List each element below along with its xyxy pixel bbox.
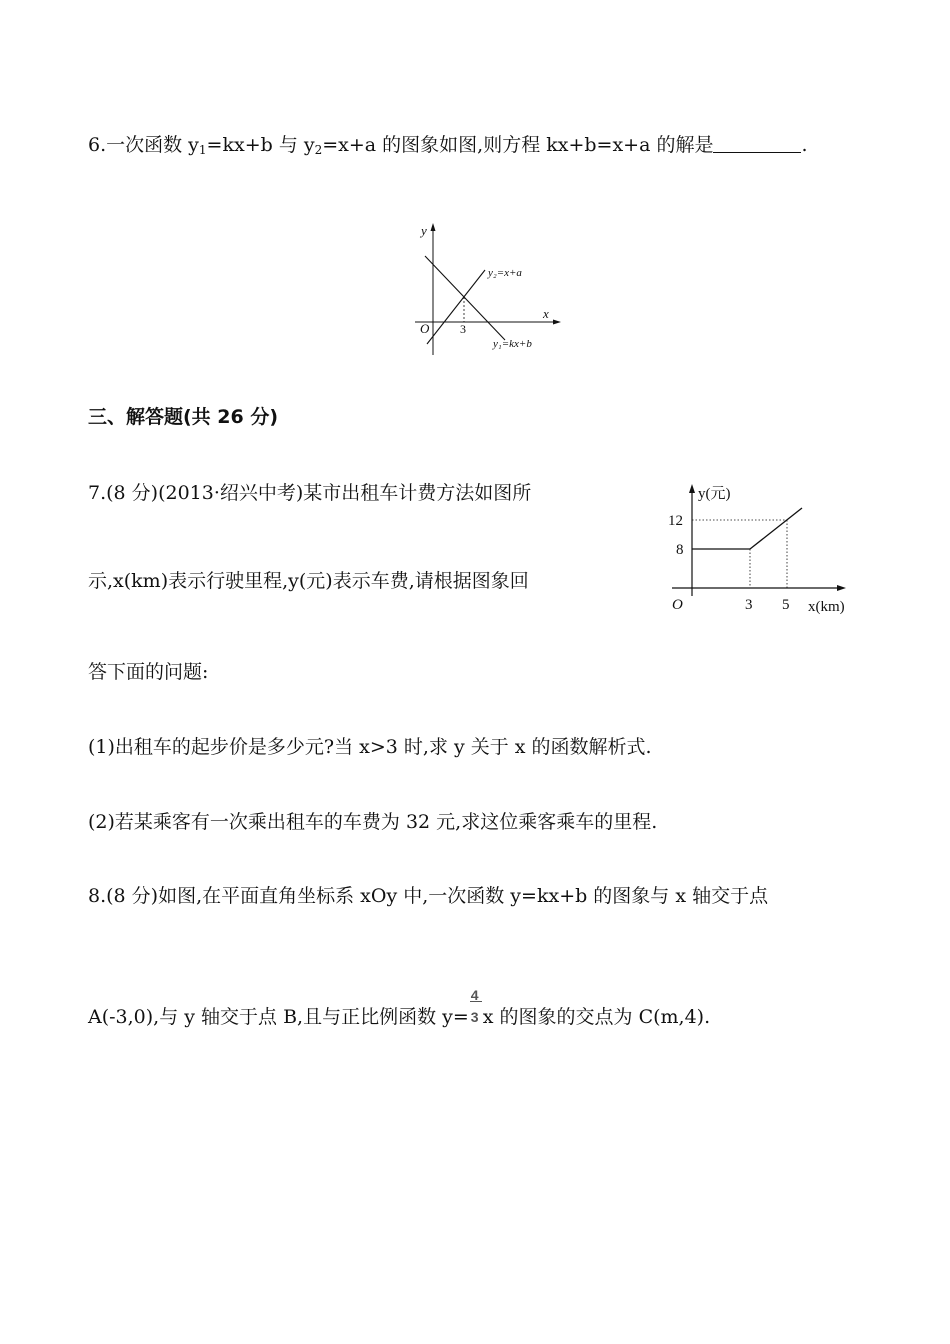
q8-line2-a: A(-3,0),与 y 轴交于点 B,且与正比例函数 y= (88, 1006, 469, 1028)
x-axis-arrow (553, 320, 561, 325)
fraction-4-3 (469, 987, 483, 1025)
fig2-origin: O (672, 597, 683, 613)
line-y2 (427, 270, 485, 344)
q7-part1: (1)出租车的起步价是多少元?当 x>3 时,求 y 关于 x 的函数解析式. (88, 736, 652, 758)
fig2-y-label: y(元) (698, 486, 731, 502)
y-axis-arrow (431, 223, 436, 231)
fig2-y-tick-8: 8 (676, 542, 684, 558)
fig2-y-tick-12: 12 (668, 513, 683, 529)
q6-text-a: 6.一次函数 y (88, 134, 199, 156)
fare-rising-segment (750, 508, 802, 549)
fig2-y-arrow (689, 484, 695, 493)
q7-part2: (2)若某乘客有一次乘出租车的车费为 32 元,求这位乘客乘车的里程. (88, 811, 658, 833)
q8-line2-b: x 的图象的交点为 C(m,4). (482, 1006, 711, 1028)
q7-line1: 7.(8 分)(2013·绍兴中考)某市出租车计费方法如图所 (88, 482, 532, 504)
answer-blank[interactable] (713, 134, 801, 153)
q6-graph (395, 215, 570, 360)
fig1-line2-label: y₂=x+a (488, 267, 522, 279)
q6-sub2: 2 (314, 143, 323, 157)
q6-sub1: 1 (198, 143, 207, 157)
q6-text-d: . (801, 134, 808, 156)
q7-line3: 答下面的问题: (88, 661, 209, 683)
fig1-origin: O (420, 321, 430, 336)
fig1-line1-label: y₁=kx+b (493, 338, 532, 350)
question-6 (88, 133, 808, 162)
q6-text-b: =kx+b 与 y (206, 134, 315, 156)
fraction-denominator: 3 (470, 1009, 479, 1025)
q7-fare-graph (660, 478, 860, 623)
fig2-x-label: x(km) (808, 599, 845, 615)
q8-line2 (88, 987, 711, 1029)
fig1-tick-3: 3 (460, 322, 466, 336)
q8-line1: 8.(8 分)如图,在平面直角坐标系 xOy 中,一次函数 y=kx+b 的图象与 x 轴交于点 (88, 885, 769, 907)
fig2-x-arrow (837, 585, 846, 591)
q7-line2: 示,x(km)表示行驶里程,y(元)表示车费,请根据图象回 (88, 570, 529, 592)
fig1-y-label: y (421, 223, 427, 238)
fraction-bar (470, 1001, 482, 1002)
fig2-x-tick-5: 5 (782, 597, 790, 613)
section-3-heading: 三、解答题(共 26 分) (88, 406, 279, 428)
fig1-x-label: x (543, 306, 549, 321)
q6-text-c: =x+a 的图象如图,则方程 kx+b=x+a 的解是 (322, 134, 714, 156)
fraction-numerator: 4 (470, 987, 479, 1003)
fig2-x-tick-3: 3 (745, 597, 753, 613)
